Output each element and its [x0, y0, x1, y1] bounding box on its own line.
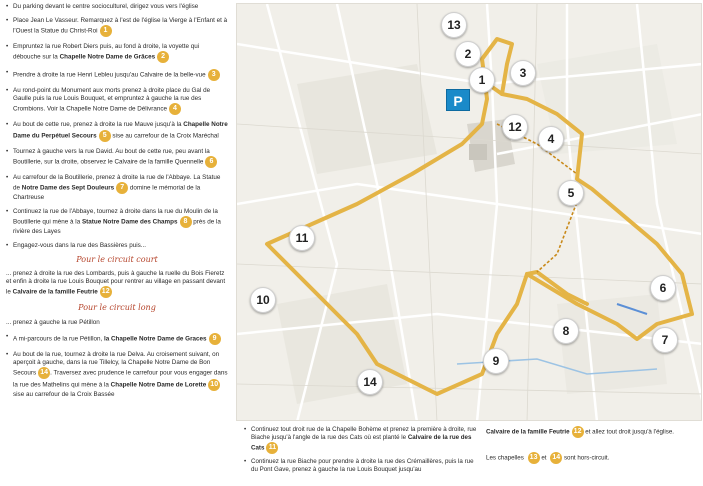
bottom-step-3-text: et allez tout droit jusqu'à l'église. — [583, 428, 674, 436]
bottom-step-3-badge: 12 — [572, 426, 584, 438]
step-10-bold: Chapelle Notre Dame de Lorette — [110, 381, 207, 389]
step-5-text: Au bout de cette rue, prenez à droite la rue Mauve jusqu'à la — [13, 121, 184, 129]
bottom-step-1 — [244, 426, 479, 454]
map-pin-14[interactable]: 14 — [357, 369, 383, 395]
step-2-bold: Chapelle Notre Dame de Grâces — [59, 53, 156, 61]
bottom-note-text-1: Les chapelles — [486, 454, 524, 462]
map-pin-2[interactable]: 2 — [455, 41, 481, 67]
step-2 — [6, 43, 228, 63]
bottom-note-badge-14: 14 — [550, 452, 562, 464]
map-pin-1[interactable]: 1 — [469, 67, 495, 93]
map-pin-3[interactable]: 3 — [510, 60, 536, 86]
step-1-text: Place Jean Le Vasseur. Remarquez à l'est de l'église la Vierge à l'Enfant et à l'Ouest la Statue du Christ-Roi — [13, 17, 228, 35]
step-9 — [6, 333, 228, 345]
court-text: ... prenez à droite la rue des Lombards, puis à gauche la ruelle du Bois Fieretz et enfin à droite la rue Louis Bouquet pour rentrer au village en passant devant le — [6, 270, 226, 297]
step-4-text: Au rond-point du Monument aux morts prenez à droite place du Gal de Gaulle puis la rue Louis Bouquet, et empruntez à gauche la rue des Crombions. Voir la Chapelle Notre Dame de Délivrance — [13, 87, 211, 114]
intro-step — [6, 3, 228, 11]
bottom-note-text-3: sont hors-circuit. — [563, 454, 610, 462]
step-7-bold: Notre Dame des Sept Douleurs — [21, 184, 115, 192]
step-4 — [6, 87, 228, 115]
step-7-badge: 7 — [116, 182, 128, 194]
bottom-note — [486, 452, 698, 464]
bottom-step-1-text: Continuez tout droit rue de la Chapelle Bohème et prenez la première à droite, rue Biache jusqu'à l'angle de la rue des Cats où est planté le — [251, 426, 477, 441]
step-8 — [6, 208, 228, 236]
step-7-text: Au carrefour de la Boutillerie, prenez à droite la rue de l'Abbaye. La Statue de — [13, 173, 221, 192]
step-1-badge: 1 — [100, 25, 112, 37]
step-9-bold: la Chapelle Notre Dame de Graces — [104, 335, 207, 343]
step-8-bold: Statue Notre Dame des Champs — [81, 218, 178, 226]
instructions-column-bottom-2 — [486, 426, 698, 464]
step-10-badge-14: 14 — [38, 367, 50, 379]
step-8-badge: 8 — [180, 216, 192, 228]
section-title-court: Pour le circuit court — [76, 255, 158, 265]
map-pin-13[interactable]: 13 — [441, 12, 467, 38]
long-step — [6, 319, 228, 327]
step-3-badge: 3 — [208, 69, 220, 81]
map-pin-6[interactable]: 6 — [650, 275, 676, 301]
step-7-text-2: domine le mémorial de la Chartreuse — [13, 184, 201, 201]
bottom-step-3 — [486, 426, 698, 438]
step-4-badge: 4 — [169, 103, 181, 115]
map-pin-5[interactable]: 5 — [558, 180, 584, 206]
bottom-step-3-bold: Calvaire de la famille Feutrie — [486, 428, 570, 436]
route-map[interactable] — [236, 3, 702, 421]
bottom-note-badge-13: 13 — [528, 452, 540, 464]
map-pin-8[interactable]: 8 — [553, 318, 579, 344]
bottom-step-2 — [244, 458, 479, 474]
step-10-text-3: sise au carrefour de la Croix Bassée — [13, 390, 115, 398]
step-1 — [6, 17, 228, 37]
map-pin-12[interactable]: 12 — [502, 114, 528, 140]
intro-text: Du parking devant le centre socioculturel, dirigez vous vers l'église — [13, 3, 199, 10]
step-5-text-2: sise au carrefour de la Croix Maréchal — [110, 132, 219, 140]
court-badge: 12 — [100, 286, 112, 298]
map-pin-9[interactable]: 9 — [483, 348, 509, 374]
step-7 — [6, 174, 228, 202]
section-title-long: Pour le circuit long — [78, 303, 156, 313]
bottom-step-1-bold: Calvaire de la rue des Cats — [251, 434, 472, 452]
step-3-text: Prendre à droite la rue Henri Lebleu jusqu'au Calvaire de la belle-vue — [13, 71, 206, 79]
step-engage-text: Engagez-vous dans la rue des Bassières puis... — [13, 242, 147, 250]
court-step — [6, 270, 228, 298]
step-3 — [6, 69, 228, 81]
parking-icon[interactable]: P — [446, 89, 470, 111]
step-9-text: A mi-parcours de la rue Pétillon, — [13, 335, 104, 343]
step-2-text: Empruntez la rue Robert Diers puis, au fond à droite, la voyette qui débouche sur la — [13, 43, 200, 61]
map-pin-7[interactable]: 7 — [652, 327, 678, 353]
step-8-text-2: près de la rivière des Layes — [13, 218, 221, 235]
bottom-note-text-2: et — [541, 454, 547, 462]
court-bold: Calvaire de la famille Feutrie — [12, 289, 98, 297]
step-5-badge: 5 — [99, 130, 111, 142]
step-10 — [6, 351, 228, 399]
step-6-badge: 6 — [205, 156, 217, 168]
step-5 — [6, 121, 228, 141]
step-10-text: Au bout de la rue, tournez à droite la rue Delva. Au croisement suivant, on aperçoit à gauche, dans la rue Tillelcy, la Chapelle Notre Dame de Bon Secours — [13, 350, 220, 377]
step-6-text: Tournez à gauche vers la rue David. Au bout de cette rue, peu avant la Boutillerie, sur la droite, observez le Calvaire de la famille Quennelle — [13, 147, 210, 166]
instructions-column-bottom-1 — [244, 426, 479, 478]
instructions-column-left — [6, 3, 228, 405]
step-5-bold: Chapelle Notre Dame du Perpétuel Secours — [13, 121, 228, 140]
step-9-badge: 9 — [209, 333, 221, 345]
step-10-text-2: . Traversez avec prudence le carrefour pour vous engager dans la rue des Mathelins qui mène à la — [13, 369, 228, 389]
map-pin-10[interactable]: 10 — [250, 287, 276, 313]
bottom-step-2-text: Continuez la rue Biache pour prendre à droite la rue des Crémaillères, puis la rue du Pont Gave, prenez à gauche la rue Louis Bouquet jusqu'au — [251, 458, 474, 473]
long-text: ... prenez à gauche la rue Pétillon — [6, 318, 100, 326]
bottom-step-1-badge: 11 — [266, 442, 278, 454]
step-10-badge-10: 10 — [208, 379, 220, 391]
map-pin-4[interactable]: 4 — [538, 126, 564, 152]
step-8-text: Continuez la rue de l'Abbaye, tournez à droite dans la rue du Moulin de la Boutillerie qui mène à la — [13, 207, 218, 226]
step-engage — [6, 242, 228, 250]
map-pin-11[interactable]: 11 — [289, 225, 315, 251]
step-6 — [6, 148, 228, 168]
step-2-badge: 2 — [157, 51, 169, 63]
